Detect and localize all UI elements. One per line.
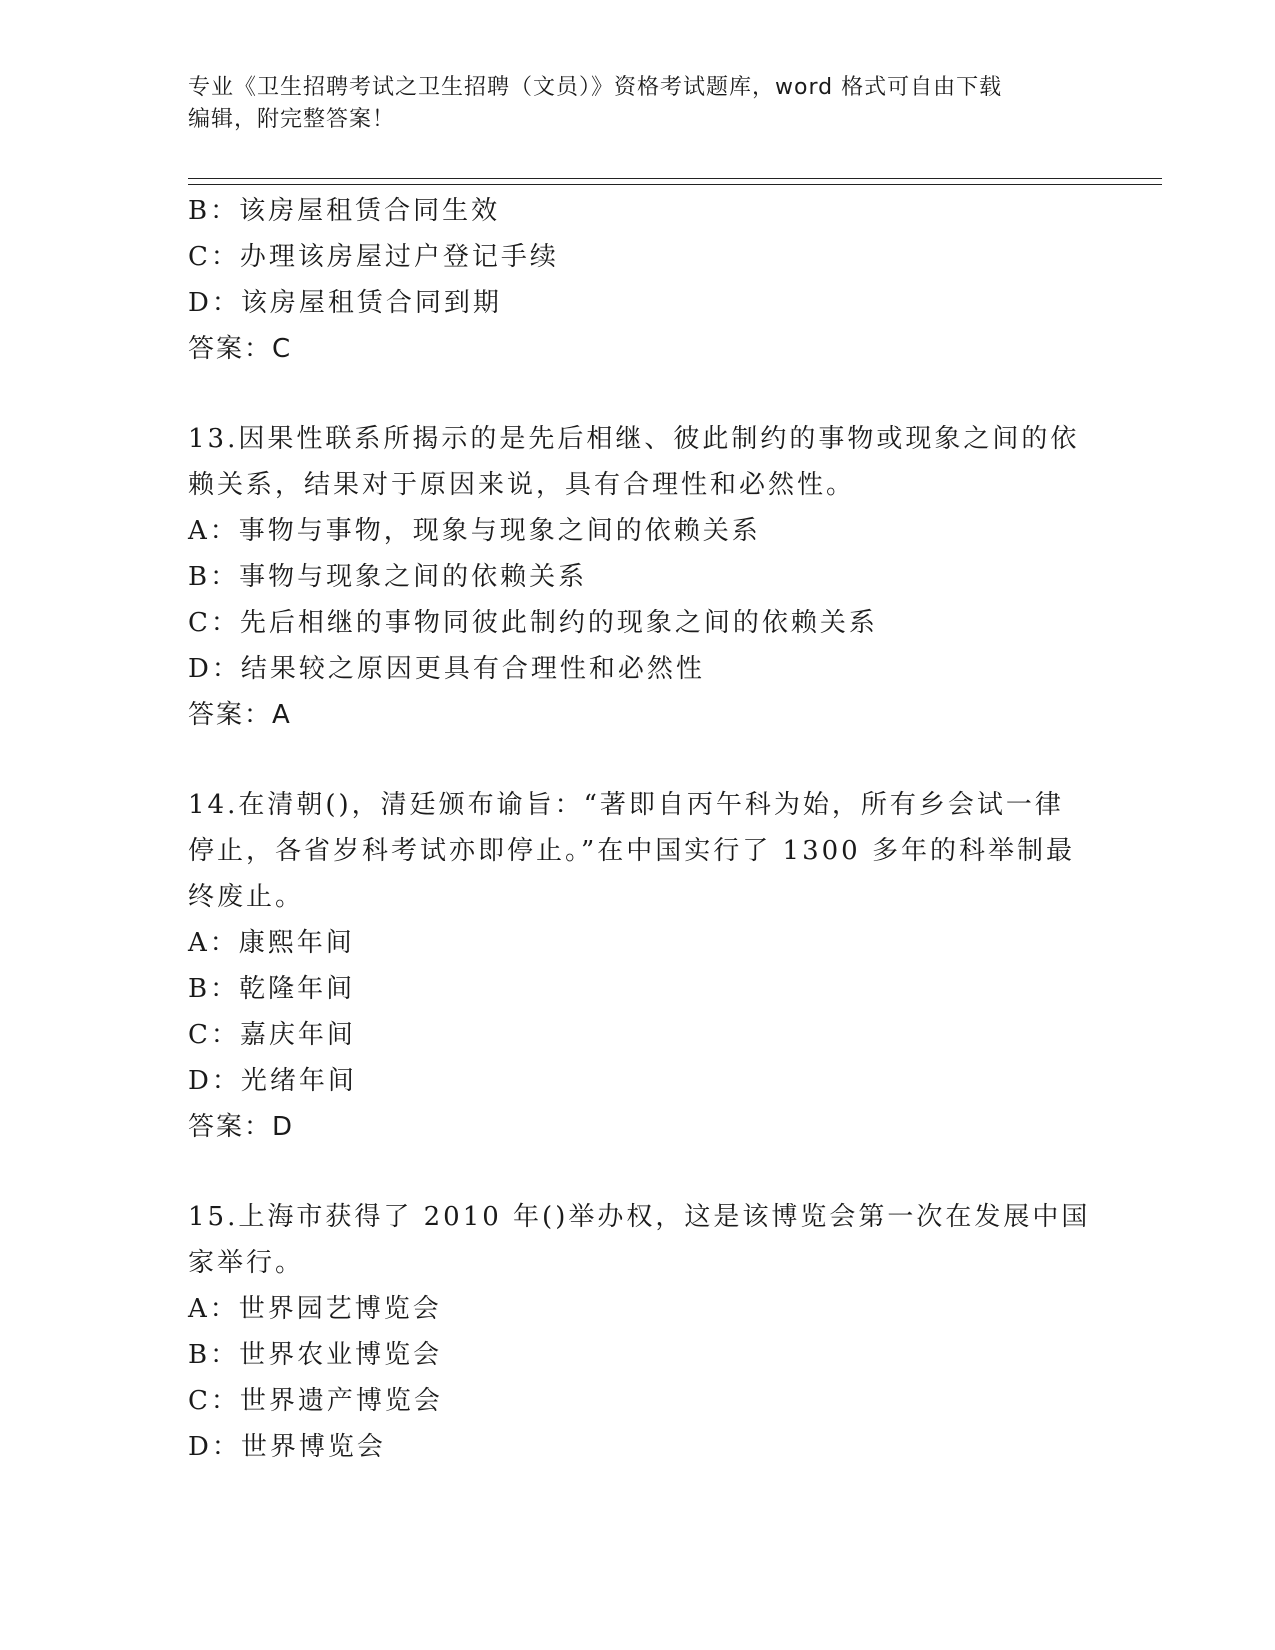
question-stem xyxy=(188,1194,1091,1286)
stem-line: 终废止。 xyxy=(188,882,305,912)
option-c: C：先后相继的事物同彼此制约的现象之间的依赖关系 xyxy=(188,608,878,638)
stem-line: 家举行。 xyxy=(188,1248,305,1278)
header-line-2: 编辑，附完整答案！ xyxy=(188,107,396,132)
option-d: D：世界博览会 xyxy=(188,1432,386,1462)
document-header xyxy=(188,72,1078,136)
stem-line: 14.在清朝()，清廷颁布谕旨：“著即自丙午科为始，所有乡会试一律 xyxy=(188,790,1064,820)
option-b: B：该房屋租赁合同生效 xyxy=(188,196,501,226)
stem-line: 15.上海市获得了 2010 年()举办权，这是该博览会第一次在发展中国 xyxy=(188,1202,1091,1232)
option-d: D：结果较之原因更具有合理性和必然性 xyxy=(188,654,705,684)
question-stem xyxy=(188,782,1088,920)
option-a: A：世界园艺博览会 xyxy=(188,1294,442,1324)
option-c: C：世界遗产博览会 xyxy=(188,1386,443,1416)
stem-line: 13.因果性联系所揭示的是先后相继、彼此制约的事物或现象之间的依 xyxy=(188,424,1080,454)
option-b: B：乾隆年间 xyxy=(188,974,356,1004)
question-12-continued xyxy=(188,188,1088,372)
option-d: D：光绪年间 xyxy=(188,1066,357,1096)
option-c: C：嘉庆年间 xyxy=(188,1020,356,1050)
header-divider-bottom xyxy=(188,184,1162,185)
question-15 xyxy=(188,1194,1091,1470)
option-d: D：该房屋租赁合同到期 xyxy=(188,288,502,318)
stem-line: 停止，各省岁科考试亦即停止。”在中国实行了 1300 多年的科举制最 xyxy=(188,836,1075,866)
question-list xyxy=(188,188,1091,1470)
answer: 答案：D xyxy=(188,1112,295,1142)
answer: 答案：A xyxy=(188,700,292,730)
question-stem xyxy=(188,416,1088,508)
option-a: A：康熙年间 xyxy=(188,928,355,958)
option-c: C：办理该房屋过户登记手续 xyxy=(188,242,559,272)
answer: 答案：C xyxy=(188,334,293,364)
stem-line: 赖关系，结果对于原因来说，具有合理性和必然性。 xyxy=(188,470,856,500)
question-13 xyxy=(188,416,1088,738)
question-14 xyxy=(188,782,1088,1150)
header-line-1: 专业《卫生招聘考试之卫生招聘（文员）》资格考试题库，word 格式可自由下载 xyxy=(188,75,1003,100)
header-divider-top xyxy=(188,178,1162,179)
option-b: B：事物与现象之间的依赖关系 xyxy=(188,562,588,592)
option-b: B：世界农业博览会 xyxy=(188,1340,443,1370)
option-a: A：事物与事物，现象与现象之间的依赖关系 xyxy=(188,516,761,546)
